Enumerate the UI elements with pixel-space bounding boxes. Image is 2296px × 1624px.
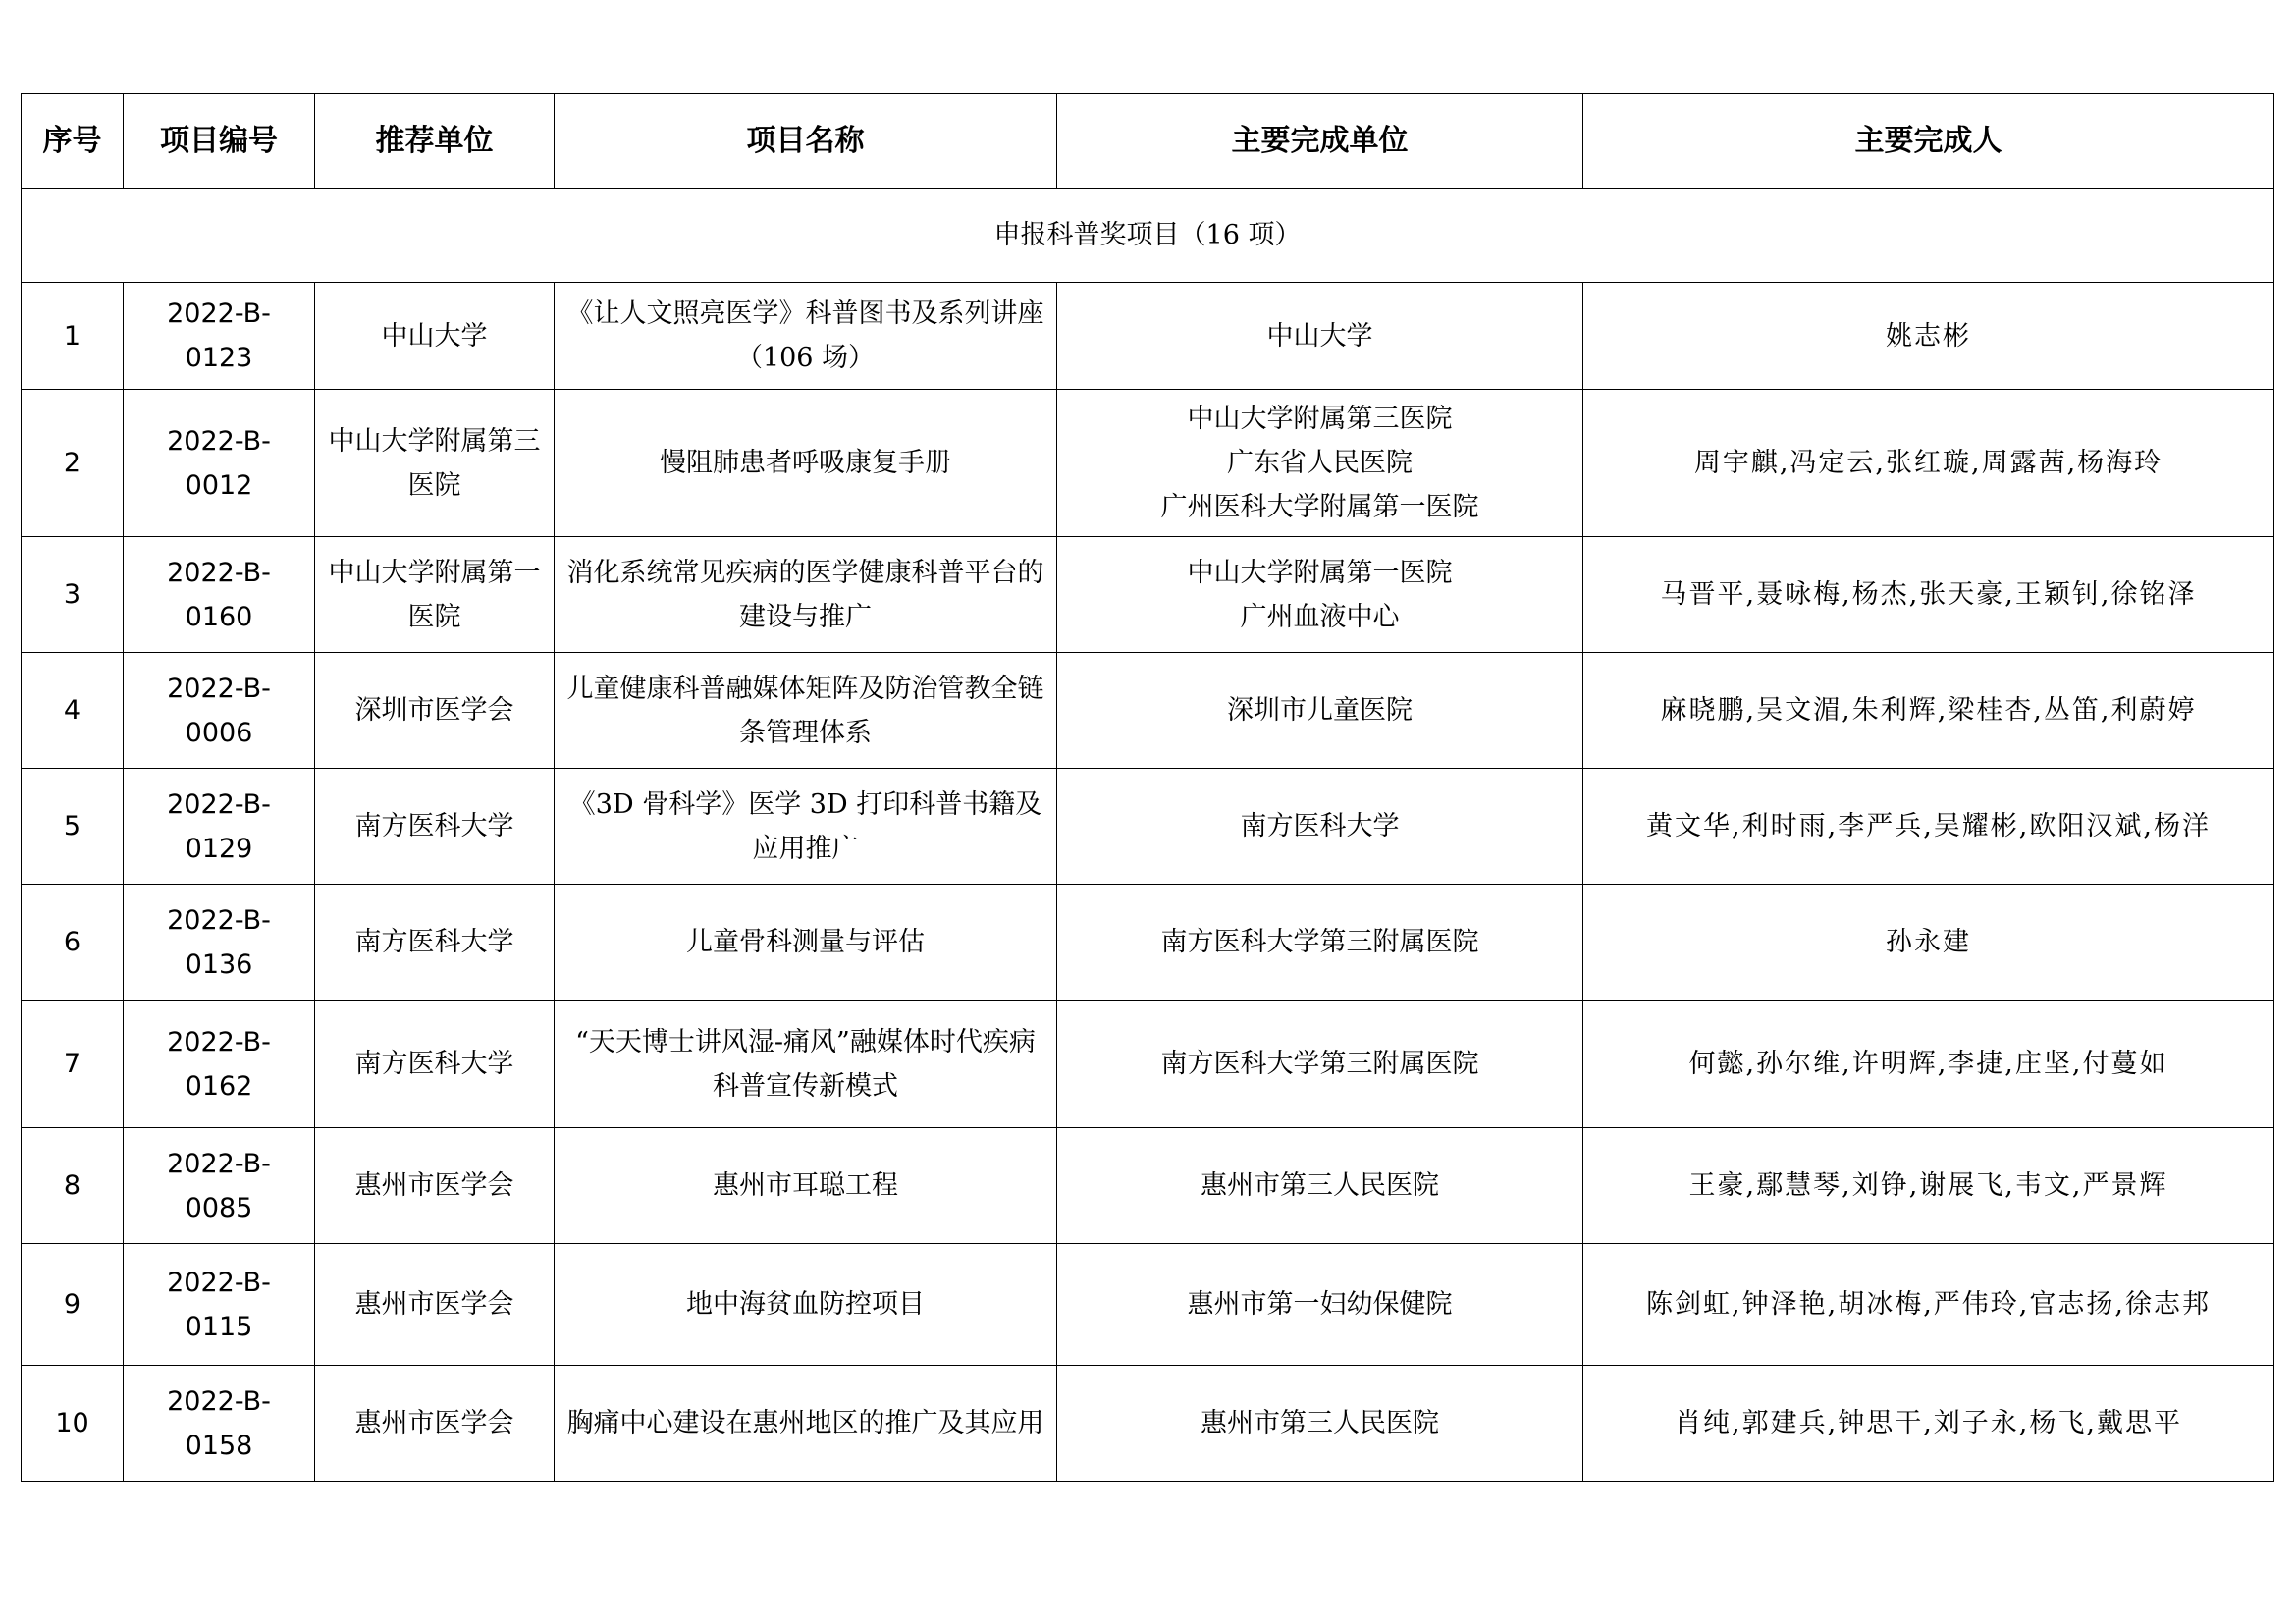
- row-project-title: 儿童骨科测量与评估: [555, 885, 1057, 1001]
- row-project-title: 儿童健康科普融媒体矩阵及防治管教全链条管理体系: [555, 653, 1057, 769]
- row-project-code: 2022-B-0129: [124, 769, 315, 885]
- row-main-units: [1057, 283, 1583, 390]
- row-index: 4: [22, 653, 124, 769]
- header-main-units: 主要完成单位: [1057, 94, 1583, 189]
- row-project-title: 慢阻肺患者呼吸康复手册: [555, 390, 1057, 537]
- unit-line: 中山大学附属第一医院: [1187, 557, 1453, 588]
- row-index: 1: [22, 283, 124, 390]
- row-index: 7: [22, 1001, 124, 1128]
- table-row: [22, 1128, 2274, 1244]
- header-main-people: 主要完成人: [1583, 94, 2274, 189]
- row-main-units: [1057, 390, 1583, 537]
- row-recommender: 惠州市医学会: [315, 1244, 555, 1366]
- row-project-code: 2022-B-0115: [124, 1244, 315, 1366]
- row-index: 6: [22, 885, 124, 1001]
- row-project-code: 2022-B-0085: [124, 1128, 315, 1244]
- row-main-people: 王豪,鄢慧琴,刘铮,谢展飞,韦文,严景辉: [1583, 1128, 2274, 1244]
- table-row: [22, 390, 2274, 537]
- section-row: [22, 189, 2274, 283]
- row-main-units: [1057, 1128, 1583, 1244]
- row-index: 3: [22, 537, 124, 653]
- row-main-people: 肖纯,郭建兵,钟思干,刘子永,杨飞,戴思平: [1583, 1366, 2274, 1482]
- row-index: 5: [22, 769, 124, 885]
- table-row: [22, 1001, 2274, 1128]
- unit-line: 深圳市儿童医院: [1227, 695, 1413, 726]
- unit-line: 南方医科大学第三附属医院: [1160, 927, 1479, 957]
- row-main-units: [1057, 537, 1583, 653]
- unit-line: 广州医科大学附属第一医院: [1160, 492, 1479, 522]
- header-recommender: 推荐单位: [315, 94, 555, 189]
- row-main-people: 何懿,孙尔维,许明辉,李捷,庄坚,付蔓如: [1583, 1001, 2274, 1128]
- header-index: 序号: [22, 94, 124, 189]
- row-index: 2: [22, 390, 124, 537]
- header-project-title: 项目名称: [555, 94, 1057, 189]
- unit-line: 南方医科大学: [1240, 811, 1400, 841]
- award-table: [21, 93, 2274, 1482]
- row-recommender: 深圳市医学会: [315, 653, 555, 769]
- row-project-title: 《让人文照亮医学》科普图书及系列讲座（106 场）: [555, 283, 1057, 390]
- row-main-units: [1057, 769, 1583, 885]
- table-row: [22, 1244, 2274, 1366]
- row-project-code: 2022-B-0158: [124, 1366, 315, 1482]
- unit-line: 广州血液中心: [1240, 601, 1400, 632]
- row-project-title: 胸痛中心建设在惠州地区的推广及其应用: [555, 1366, 1057, 1482]
- row-main-units: [1057, 1244, 1583, 1366]
- row-project-title: 地中海贫血防控项目: [555, 1244, 1057, 1366]
- row-index: 8: [22, 1128, 124, 1244]
- table-row: [22, 1366, 2274, 1482]
- row-project-title: 《3D 骨科学》医学 3D 打印科普书籍及应用推广: [555, 769, 1057, 885]
- table-row: [22, 283, 2274, 390]
- header-project-code: 项目编号: [124, 94, 315, 189]
- row-recommender: 中山大学: [315, 283, 555, 390]
- row-project-title: 惠州市耳聪工程: [555, 1128, 1057, 1244]
- table-row: [22, 537, 2274, 653]
- row-index: 9: [22, 1244, 124, 1366]
- row-recommender: 中山大学附属第一医院: [315, 537, 555, 653]
- row-main-people: 陈剑虹,钟泽艳,胡冰梅,严伟玲,官志扬,徐志邦: [1583, 1244, 2274, 1366]
- row-recommender: 南方医科大学: [315, 1001, 555, 1128]
- row-main-people: 马晋平,聂咏梅,杨杰,张天豪,王颖钊,徐铭泽: [1583, 537, 2274, 653]
- unit-line: 惠州市第一妇幼保健院: [1187, 1289, 1453, 1320]
- row-project-title: 消化系统常见疾病的医学健康科普平台的建设与推广: [555, 537, 1057, 653]
- row-project-code: 2022-B-0012: [124, 390, 315, 537]
- row-main-units: [1057, 885, 1583, 1001]
- row-recommender: 惠州市医学会: [315, 1366, 555, 1482]
- row-project-code: 2022-B-0006: [124, 653, 315, 769]
- row-main-people: 麻晓鹏,吴文湄,朱利辉,梁桂杏,丛笛,利蔚婷: [1583, 653, 2274, 769]
- row-main-units: [1057, 653, 1583, 769]
- table-row: [22, 885, 2274, 1001]
- row-recommender: 南方医科大学: [315, 769, 555, 885]
- row-main-people: 周宇麒,冯定云,张红璇,周露茜,杨海玲: [1583, 390, 2274, 537]
- row-recommender: 惠州市医学会: [315, 1128, 555, 1244]
- row-main-units: [1057, 1001, 1583, 1128]
- row-recommender: 南方医科大学: [315, 885, 555, 1001]
- row-project-code: 2022-B-0123: [124, 283, 315, 390]
- row-main-people: 姚志彬: [1583, 283, 2274, 390]
- table-row: [22, 653, 2274, 769]
- table-row: [22, 769, 2274, 885]
- unit-line: 广东省人民医院: [1227, 448, 1413, 478]
- row-project-code: 2022-B-0162: [124, 1001, 315, 1128]
- row-recommender: 中山大学附属第三医院: [315, 390, 555, 537]
- unit-line: 中山大学: [1266, 320, 1373, 352]
- row-project-code: 2022-B-0136: [124, 885, 315, 1001]
- header-row: [22, 94, 2274, 189]
- unit-line: 中山大学附属第三医院: [1187, 404, 1453, 434]
- row-main-people: 孙永建: [1583, 885, 2274, 1001]
- unit-line: 南方医科大学第三附属医院: [1160, 1049, 1479, 1079]
- row-project-title: “天天博士讲风湿-痛风”融媒体时代疾病科普宣传新模式: [555, 1001, 1057, 1128]
- row-main-people: 黄文华,利时雨,李严兵,吴耀彬,欧阳汉斌,杨洋: [1583, 769, 2274, 885]
- row-index: 10: [22, 1366, 124, 1482]
- unit-line: 惠州市第三人民医院: [1201, 1170, 1439, 1201]
- unit-line: 惠州市第三人民医院: [1201, 1408, 1439, 1438]
- row-main-units: [1057, 1366, 1583, 1482]
- section-title: 申报科普奖项目（16 项）: [22, 189, 2274, 283]
- row-project-code: 2022-B-0160: [124, 537, 315, 653]
